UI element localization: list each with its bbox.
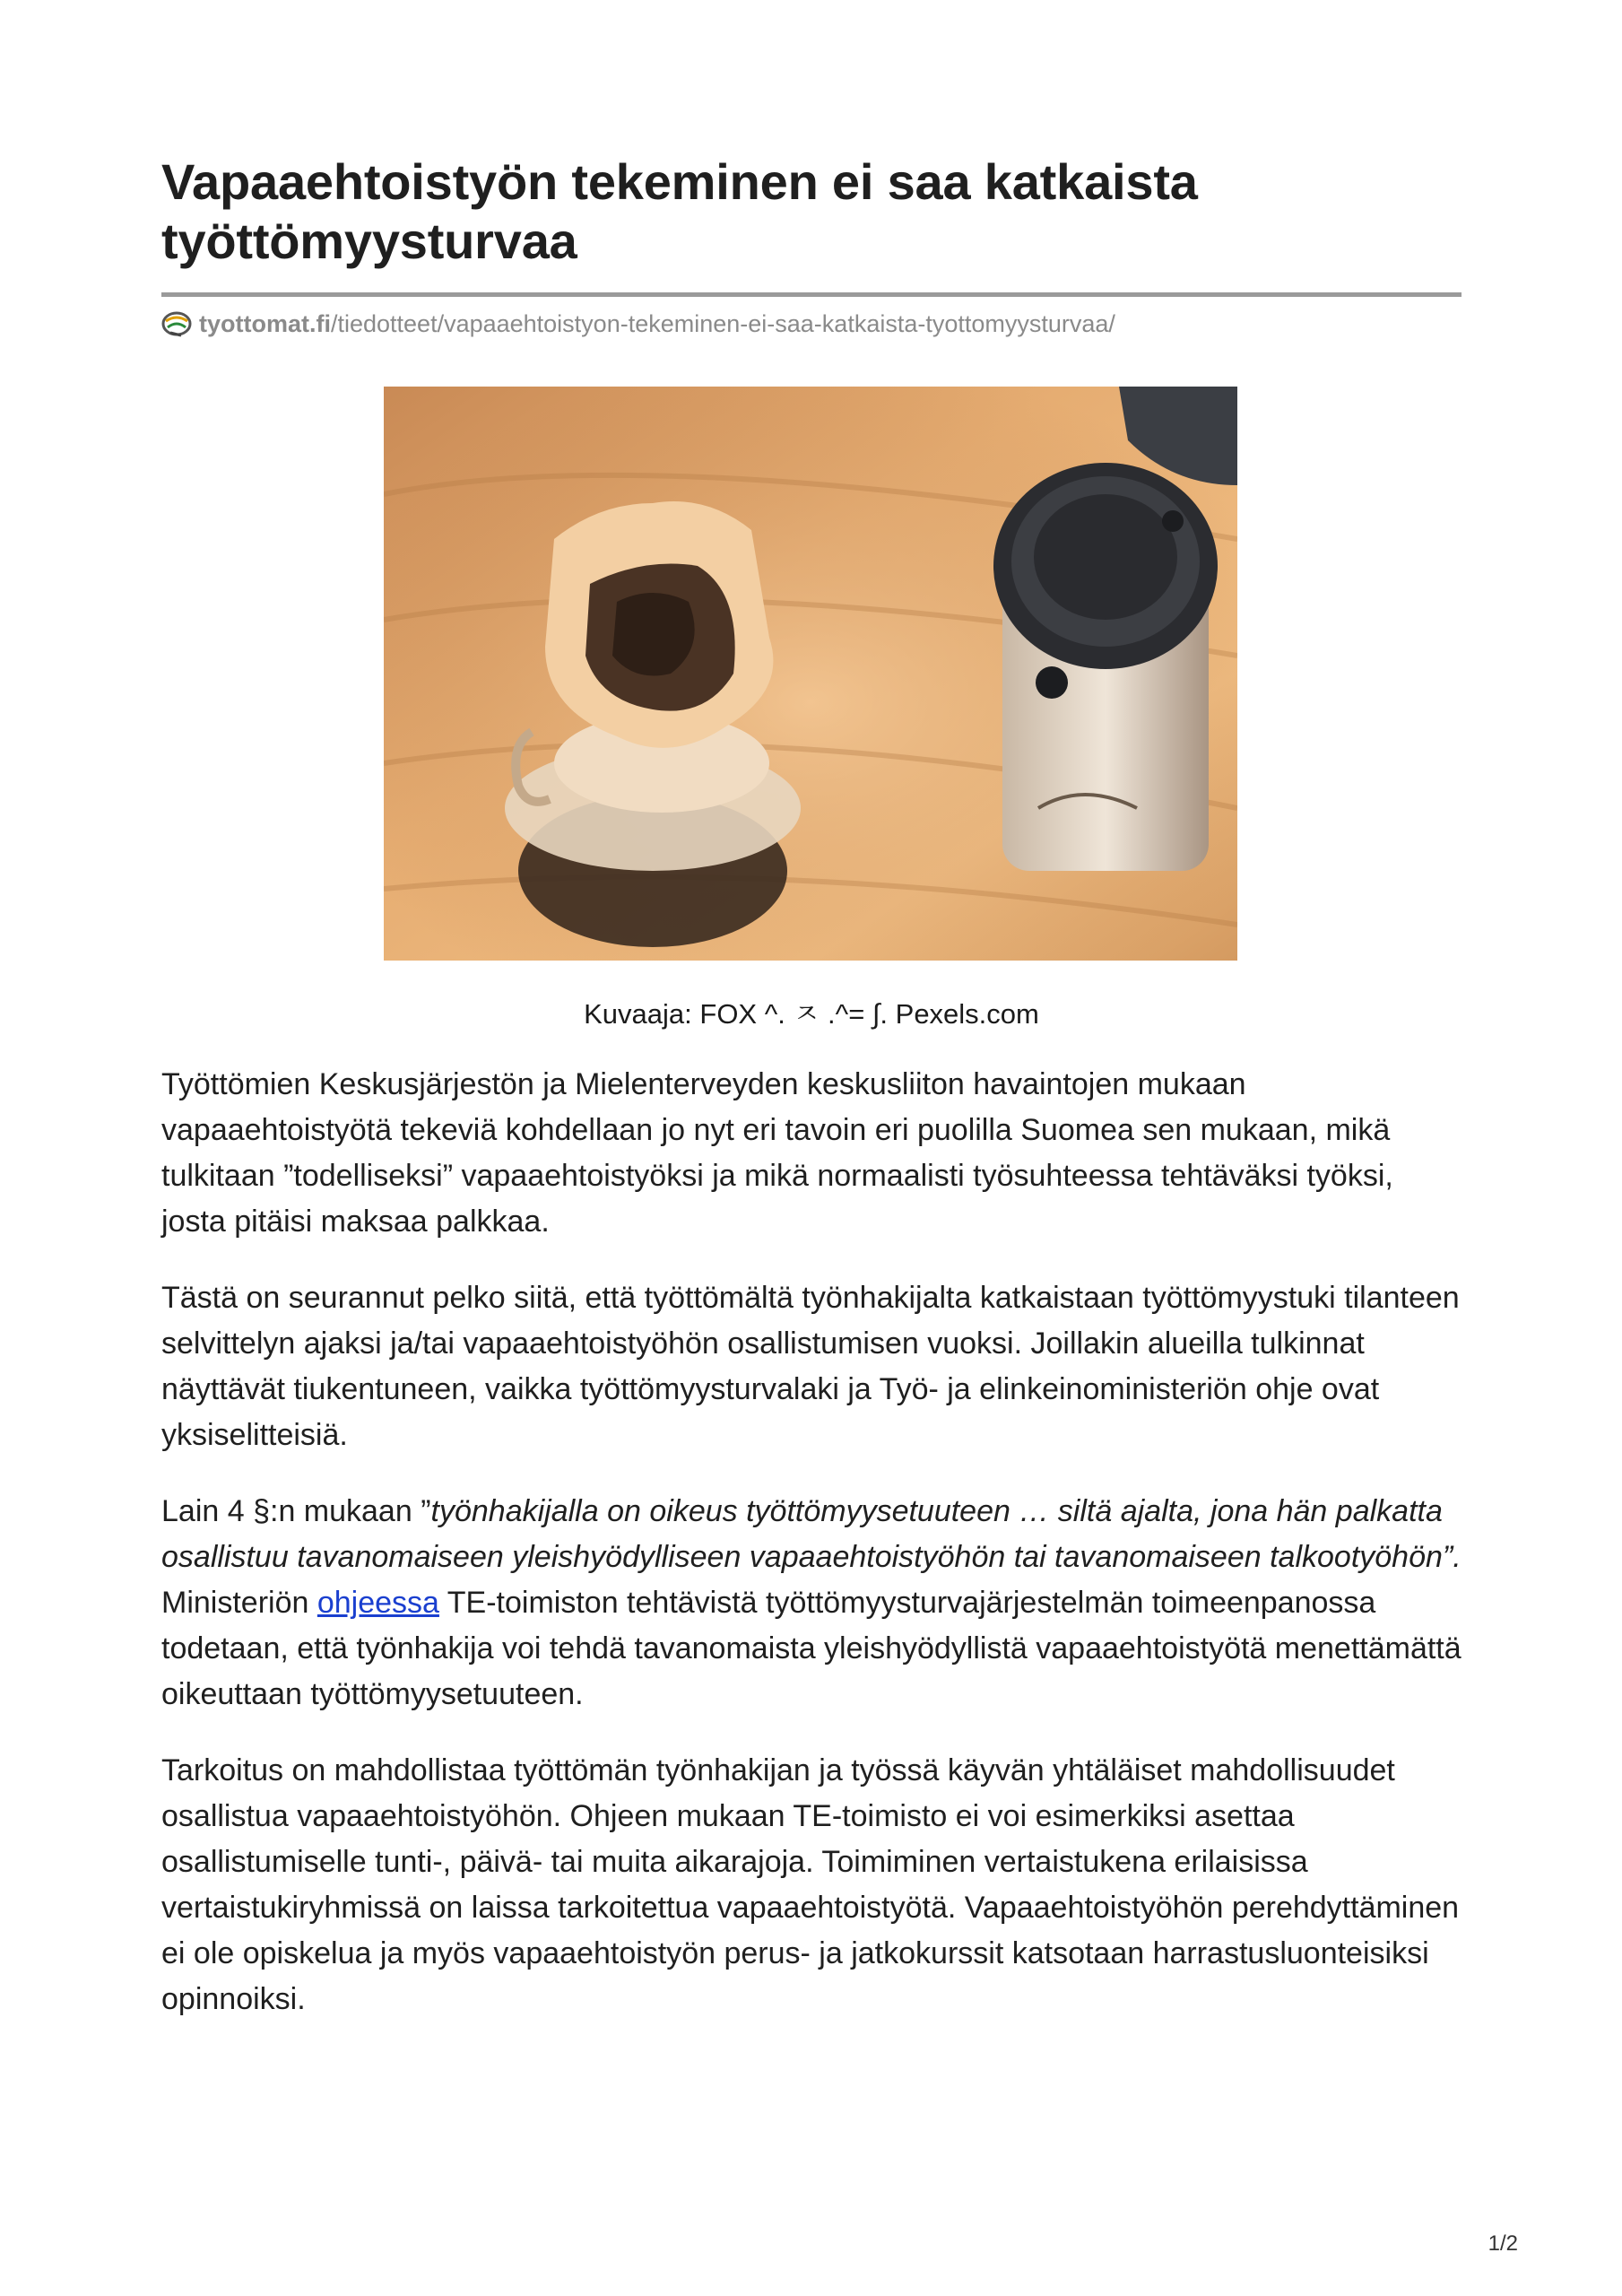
coffee-photo-icon	[384, 387, 1237, 961]
paragraph-1: Työttömien Keskusjärjestön ja Mielenterveyden keskusliiton havaintojen mukaan vapaaehtoistyötä tekeviä kohdellaan jo nyt eri tavoin eri puolilla Suomea sen mukaan, mikä tulkitaan ”todelliseksi” vapaaehtoistyöksi ja mikä normaalisti työsuhteessa tehtäväksi työksi, josta pitäisi maksaa palkkaa.	[161, 1067, 1393, 1239]
paragraph-4: Tarkoitus on mahdollistaa työttömän työnhakijan ja työssä käyvän yhtäläiset mahdollisuudet osallistua vapaaehtoistyöhön. Ohjeen mukaan TE-toimisto ei voi esimerkiksi asettaa osallistumiselle tunti-, päivä- tai muita aikarajoja. Toimiminen vertaistukena erilaisissa vertaistukiryhmissä on laissa tarkoitettua vapaaehtoistyötä. Vapaaehtoistyöhön perehdyttäminen ei ole opiskelua ja myös vapaaehtoistyön perus- ja jatkokurssit katsotaan harrastusluonteisiksi opinnoiksi.	[161, 1753, 1460, 2016]
page-number: 1/2	[1488, 2231, 1518, 2256]
site-logo-icon	[161, 309, 192, 339]
source-path[interactable]: /tiedotteet/vapaaehtoistyon-tekeminen-ei-saa-katkaista-tyottomyysturvaa/	[330, 309, 1115, 337]
law-quote: työnhakijalla on oikeus työttömyysetuuteen … siltä ajalta, jona hän palkatta osallistuu tavanomaiseen yleishyödylliseen vapaaehtoistyöhön tai tavanomaiseen talkootyöhön”.	[161, 1494, 1462, 1574]
image-caption: Kuvaaja: FOX ^. ㅈ .^= ∫. Pexels.com	[584, 998, 1039, 1030]
paragraph-3-intro: Lain 4 §:n mukaan ”	[161, 1494, 431, 1528]
paragraph-3-mid: Ministeriön	[161, 1540, 1479, 1620]
title-divider	[161, 292, 1462, 297]
article-image	[384, 387, 1237, 961]
source-domain[interactable]: tyottomat.fi	[199, 309, 331, 337]
article-title: Vapaaehtoistyön tekeminen ei saa katkaista työttömyysturvaa	[161, 153, 1198, 269]
article-body	[161, 1062, 1479, 2022]
paragraph-2: Tästä on seurannut pelko siitä, että työttömältä työnhakijalta katkaistaan työttömyystuki tilanteen selvittelyn ajaksi ja/tai vapaaehtoistyöhön osallistumisen vuoksi. Joillakin alueilla tulkinnat näyttävät tiukentuneen, vaikka työttömyysturvalaki ja Työ- ja elinkeinoministeriön ohje ovat yksiselitteisiä.	[161, 1281, 1460, 1452]
article	[161, 152, 1479, 2022]
source-line	[161, 306, 1462, 342]
paragraph-3	[161, 1489, 1479, 1718]
paragraph-3-end: TE-toimiston tehtävistä työttömyysturvajärjestelmän toimeenpanossa todetaan, että työnhakija voi tehdä tavanomaista yleishyödyllistä vapaaehtoistyötä menettämättä oikeuttaan työttömyysetuuteen.	[161, 1586, 1462, 1711]
ohjeessa-link[interactable]: ohjeessa	[317, 1586, 439, 1620]
